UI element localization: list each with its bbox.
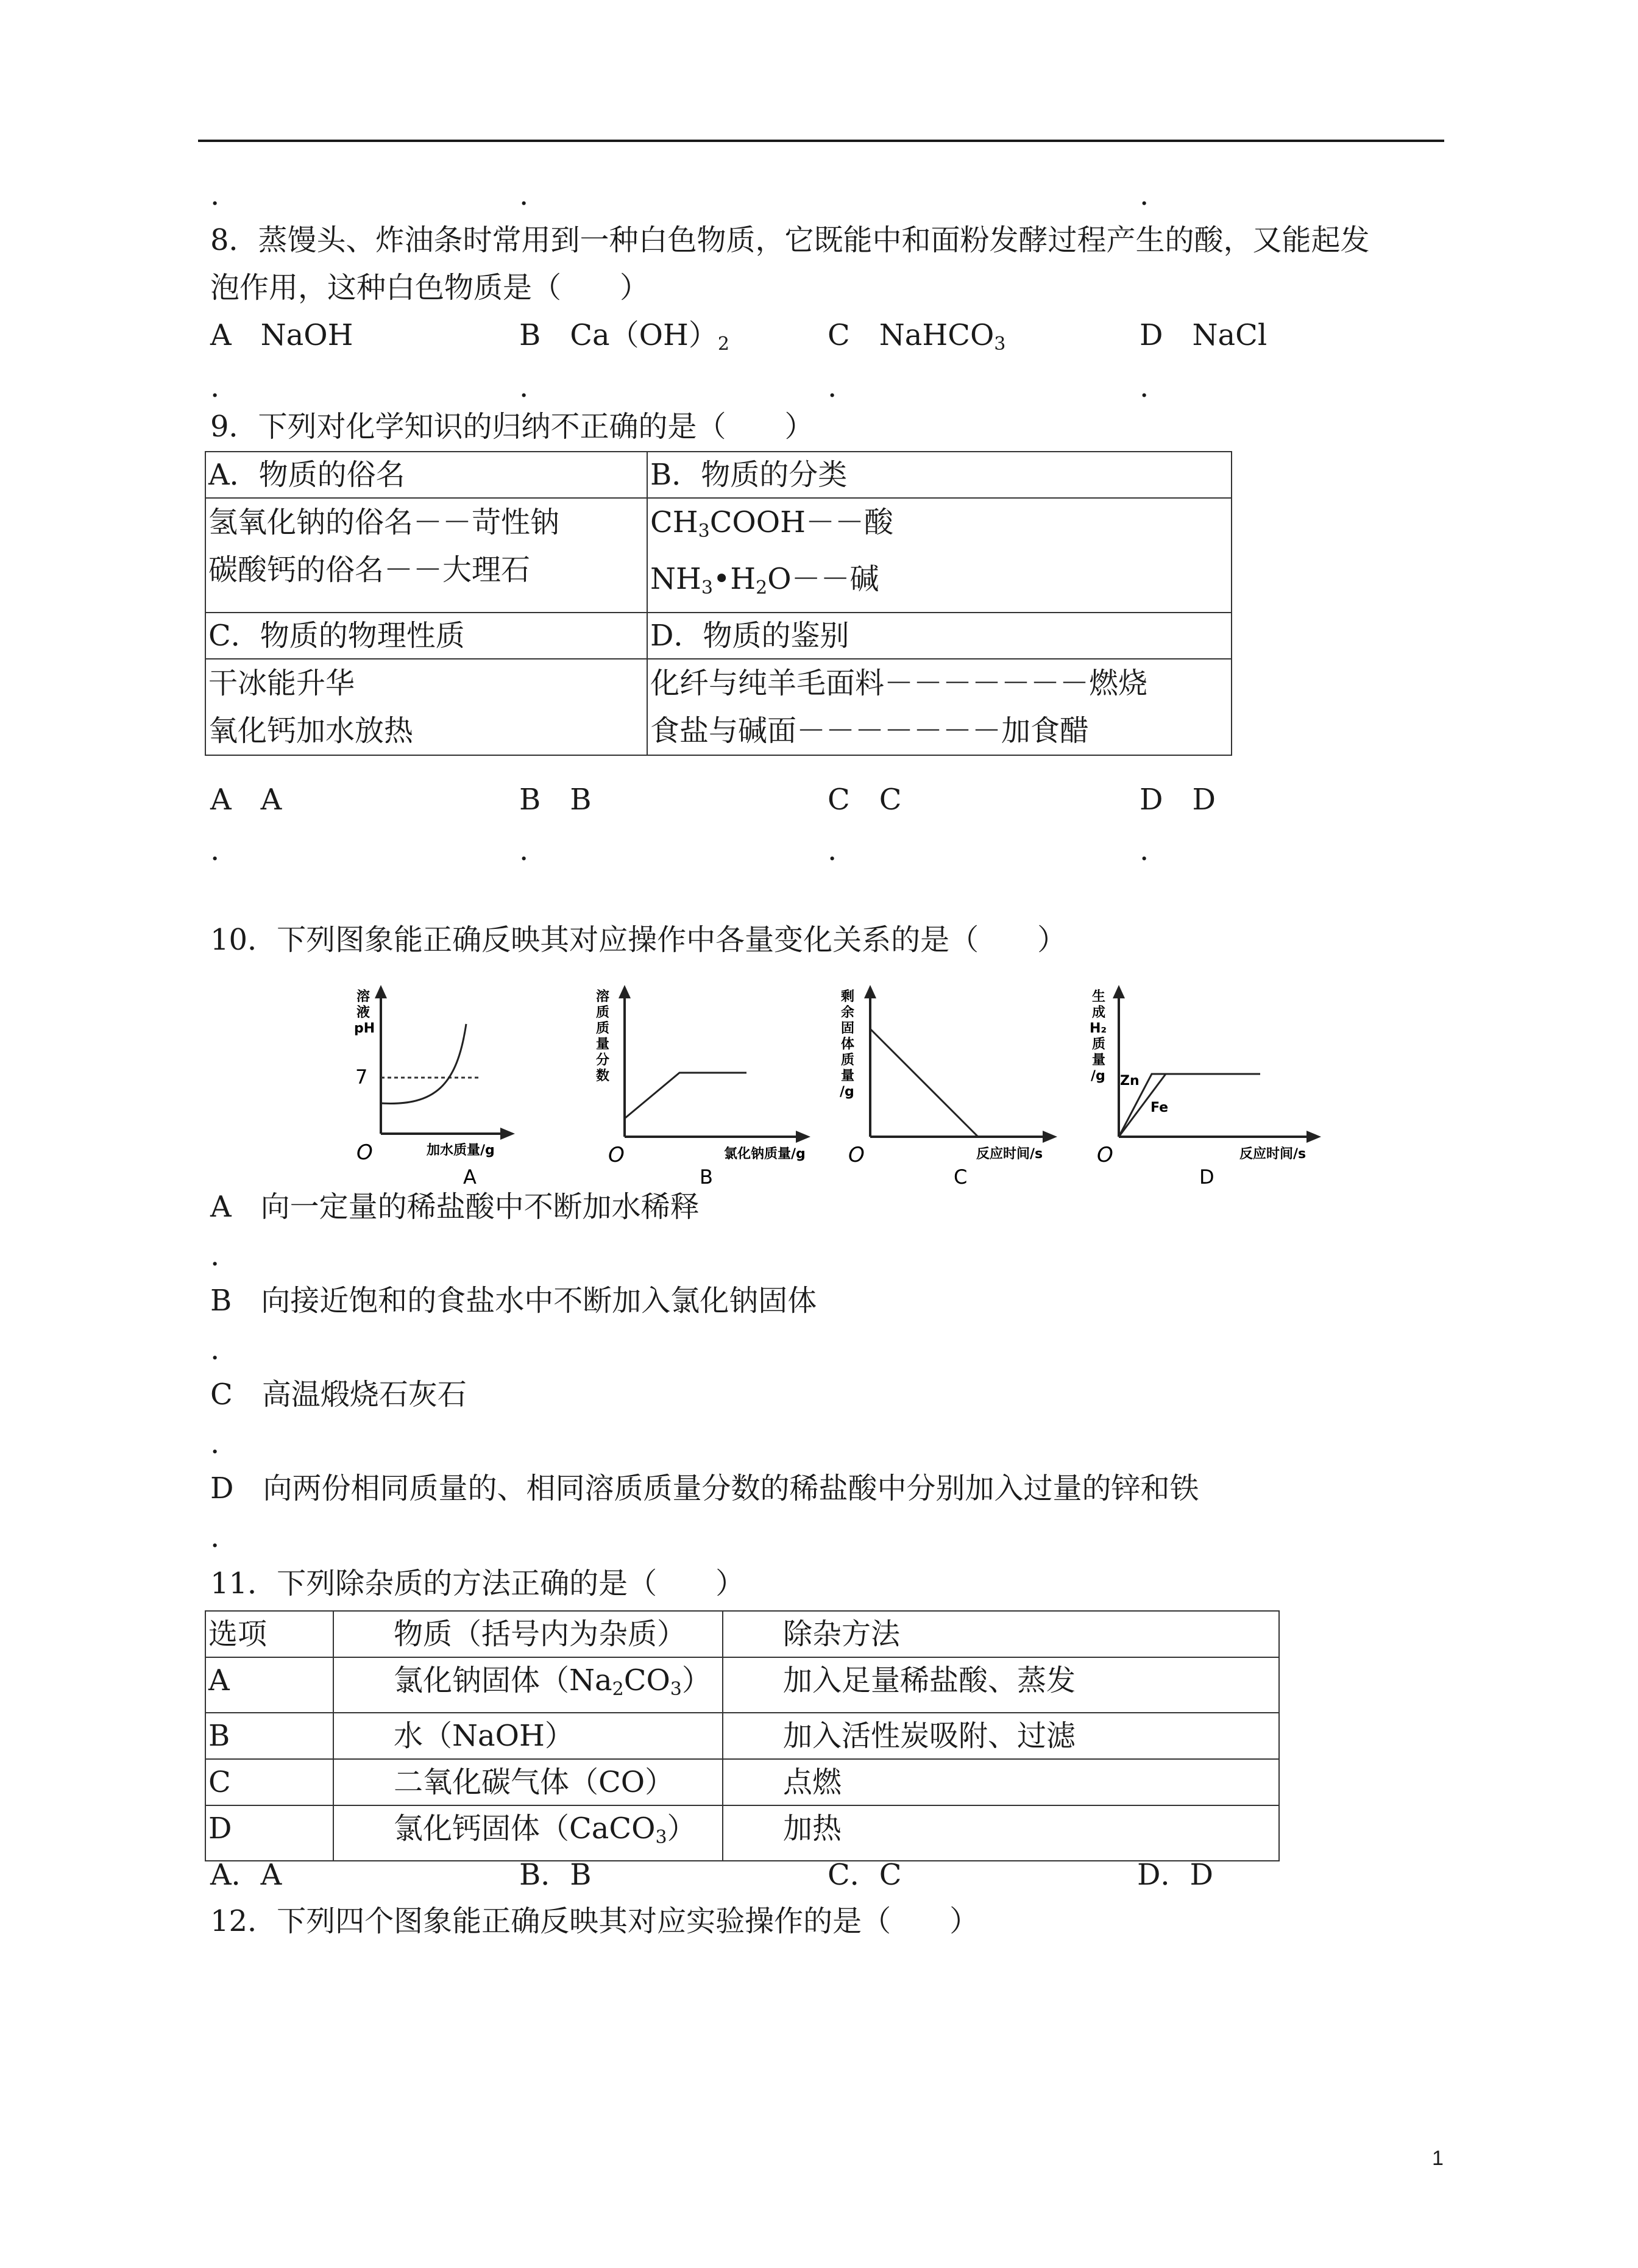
svg-text:D: D: [1199, 1165, 1214, 1189]
svg-text:B: B: [700, 1165, 713, 1189]
graph-d: [1083, 981, 1327, 1191]
table-row: [205, 1657, 1279, 1713]
row-substance: 氯化钙固体（CaCO$_3$）: [333, 1805, 723, 1861]
svg-text:生: 生: [1092, 989, 1106, 1004]
option-letter: C: [828, 318, 850, 352]
q9-cell-d-head: D．物质的鉴别: [647, 613, 1232, 659]
row-method: 点燃: [723, 1759, 1279, 1805]
svg-text:质: 质: [596, 1005, 610, 1020]
svg-text:反应时间/s: 反应时间/s: [1239, 1146, 1306, 1162]
option-dot: .: [519, 370, 529, 404]
q12-stem: 12．下列四个图象能正确反映其对应实验操作的是（ ）: [210, 1904, 979, 1938]
table-line: 干冰能升华: [208, 666, 355, 700]
q8-option-d[interactable]: [1140, 317, 1267, 354]
table-row: [205, 1805, 1279, 1861]
column-header: 选项: [205, 1611, 333, 1657]
svg-text:余: 余: [841, 1005, 855, 1020]
q8-option-a[interactable]: [210, 317, 353, 354]
graph-b: [585, 981, 817, 1191]
q11-stem: 11．下列除杂质的方法正确的是（ ）: [210, 1566, 745, 1601]
option-dot: .: [210, 833, 220, 867]
page-number: 1: [1432, 2147, 1444, 2170]
subscript: 3: [994, 333, 1006, 355]
svg-text:成: 成: [1092, 1005, 1106, 1020]
q11-table: [205, 1610, 1280, 1861]
q11-option-a[interactable]: A．A: [210, 1858, 282, 1892]
q10-option-c[interactable]: C 高温煅烧石灰石: [210, 1378, 467, 1412]
origin-label: O: [356, 1140, 373, 1165]
option-dot: .: [519, 178, 529, 212]
svg-text:氯化钠质量/g: 氯化钠质量/g: [724, 1146, 806, 1162]
table-line: 碳酸钙的俗名－－大理石: [208, 553, 531, 587]
table-line: 食盐与碱面－－－－－－－加食醋: [650, 714, 1090, 748]
svg-text:O: O: [848, 1143, 865, 1167]
q8-stem-line2: 泡作用，这种白色物质是（ ）: [210, 271, 650, 305]
svg-text:量: 量: [596, 1037, 610, 1052]
svg-text:溶: 溶: [596, 989, 610, 1004]
table-line: 化纤与纯羊毛面料－－－－－－－燃烧: [650, 666, 1148, 700]
option-dot: .: [1140, 833, 1149, 867]
svg-text:质: 质: [1092, 1037, 1106, 1052]
option-text: NaHCO: [879, 318, 994, 352]
svg-text:体: 体: [841, 1037, 855, 1052]
option-dot: .: [519, 833, 529, 867]
option-letter: B: [519, 318, 541, 352]
q11-option-b[interactable]: B．B: [519, 1858, 592, 1892]
option-dot: .: [210, 1520, 220, 1554]
option-text: NaOH: [260, 318, 353, 352]
table-line: $NH_3•H_2O--$碱: [650, 562, 879, 599]
y-label-char: 液: [356, 1005, 370, 1020]
svg-text:C: C: [954, 1165, 968, 1189]
table-row: [205, 1713, 1279, 1759]
option-dot: .: [210, 1332, 220, 1367]
option-text: Ca（OH）: [570, 318, 718, 352]
option-dot: .: [828, 833, 837, 867]
option-dot: .: [210, 1239, 220, 1273]
option-dot: .: [210, 370, 220, 404]
q9-stem: 9．下列对化学知识的归纳不正确的是（ ）: [210, 410, 814, 444]
header-rule: [198, 140, 1444, 142]
q10-option-a[interactable]: A 向一定量的稀盐酸中不断加水稀释: [210, 1190, 700, 1224]
row-option: A: [205, 1657, 333, 1713]
row-substance: 氯化钠固体$(Na_2CO_3)$: [333, 1657, 723, 1713]
svg-text:O: O: [608, 1143, 625, 1167]
svg-text:剩: 剩: [841, 989, 855, 1004]
table-line: 氢氧化钠的俗名－－苛性钠: [208, 505, 560, 539]
y-label-char: pH: [354, 1021, 375, 1036]
q9-option-c[interactable]: C C: [828, 783, 902, 817]
q9-cell-c-body: [205, 659, 647, 755]
table-row: [205, 1759, 1279, 1805]
ph-7-tick: 7: [355, 1065, 368, 1089]
svg-text:/g: /g: [1091, 1068, 1105, 1084]
q8-option-b[interactable]: [519, 317, 729, 363]
graph-a: [338, 981, 521, 1191]
column-header: 物质（括号内为杂质）: [333, 1611, 723, 1657]
svg-text:质: 质: [596, 1021, 610, 1036]
q9-cell-b-body: [647, 498, 1232, 613]
table-header-row: [205, 1611, 1279, 1657]
row-method: 加入活性炭吸附、过滤: [723, 1713, 1279, 1759]
column-header: 除杂方法: [723, 1611, 1279, 1657]
option-dot: .: [1140, 370, 1149, 404]
q9-cell-a-body: [205, 498, 647, 613]
q10-stem: 10．下列图象能正确反映其对应操作中各量变化关系的是（ ）: [210, 923, 1067, 957]
svg-text:数: 数: [596, 1068, 610, 1084]
y-label-char: 溶: [356, 989, 370, 1004]
option-dot: .: [1140, 178, 1149, 212]
option-dot: .: [828, 370, 837, 404]
svg-text:/g: /g: [840, 1084, 854, 1100]
row-option: C: [205, 1759, 333, 1805]
svg-text:H₂: H₂: [1090, 1021, 1107, 1036]
option-text: NaCl: [1192, 318, 1268, 352]
row-option: D: [205, 1805, 333, 1861]
svg-text:反应时间/s: 反应时间/s: [976, 1146, 1043, 1162]
q9-option-b[interactable]: B B: [519, 783, 592, 817]
svg-text:质: 质: [841, 1053, 855, 1068]
q9-cell-c-head: C．物质的物理性质: [205, 613, 647, 659]
q10-option-b[interactable]: B 向接近饱和的食盐水中不断加入氯化钠固体: [210, 1284, 817, 1318]
q9-table: [205, 451, 1232, 756]
q9-cell-d-body: [647, 659, 1232, 755]
svg-text:量: 量: [1092, 1053, 1106, 1068]
q9-cell-b-head: B．物质的分类: [647, 452, 1232, 498]
q9-option-a[interactable]: A A: [210, 783, 282, 817]
q9-cell-a-head: A．物质的俗名: [205, 452, 647, 498]
row-option: B: [205, 1713, 333, 1759]
row-method: 加入足量稀盐酸、蒸发: [723, 1657, 1279, 1713]
row-method: 加热: [723, 1805, 1279, 1861]
subscript: 2: [717, 333, 729, 355]
q8-stem-line1: 8．蒸馒头、炸油条时常用到一种白色物质，它既能中和面粉发酵过程产生的酸，又能起发: [210, 223, 1370, 257]
q10-option-d[interactable]: D 向两份相同质量的、相同溶质质量分数的稀盐酸中分别加入过量的锌和铁: [210, 1471, 1199, 1505]
q9-option-d[interactable]: D D: [1140, 783, 1216, 817]
option-letter: A: [210, 318, 232, 352]
option-letter: D: [1140, 318, 1163, 352]
fe-label: Fe: [1150, 1100, 1169, 1115]
row-substance: 水（NaOH）: [333, 1713, 723, 1759]
svg-text:固: 固: [841, 1021, 855, 1036]
option-dot: .: [210, 178, 220, 212]
q11-option-d[interactable]: D．D: [1137, 1858, 1213, 1892]
table-line: $CH_3COOH--$酸: [650, 505, 893, 542]
svg-text:O: O: [1097, 1143, 1113, 1167]
graph-c: [835, 981, 1066, 1191]
graph-caption: A: [463, 1165, 477, 1189]
x-axis-label: 加水质量/g: [427, 1143, 495, 1158]
q11-option-c[interactable]: C．C: [828, 1858, 902, 1892]
row-substance: 二氧化碳气体（CO）: [333, 1759, 723, 1805]
svg-text:量: 量: [841, 1068, 855, 1084]
option-dot: .: [210, 1426, 220, 1460]
q8-option-c[interactable]: [828, 317, 1005, 363]
table-line: 氧化钙加水放热: [208, 714, 414, 748]
svg-text:分: 分: [596, 1053, 610, 1068]
zn-label: Zn: [1120, 1073, 1140, 1089]
